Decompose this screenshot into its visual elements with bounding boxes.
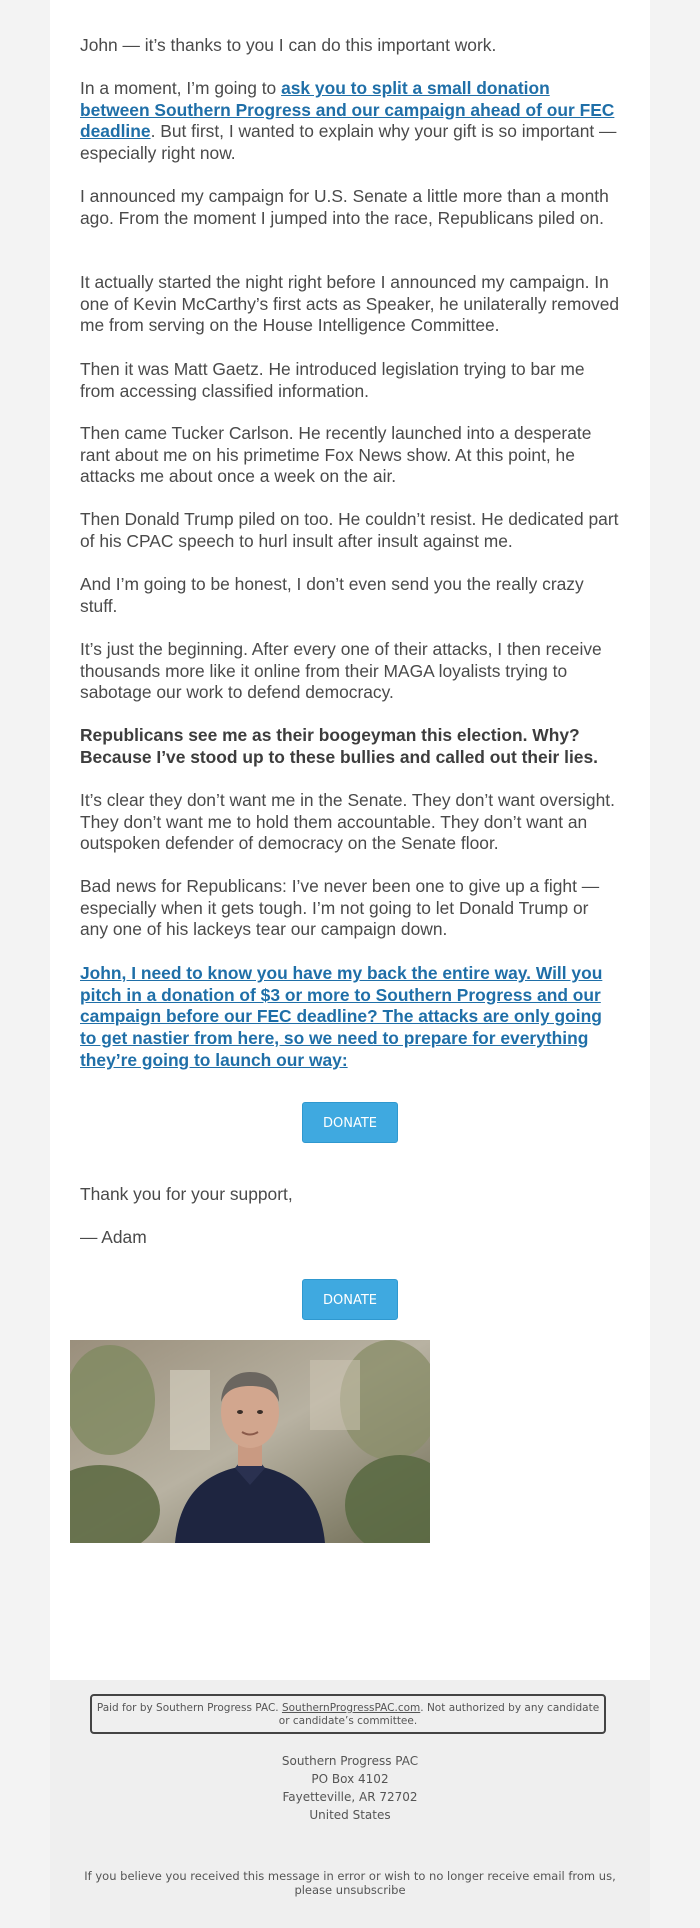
candidate-photo bbox=[70, 1340, 430, 1543]
disclaimer-text-post: . Not authorized by any candidate or candidate’s committee. bbox=[278, 1702, 600, 1727]
intro-text-pre: In a moment, I’m going to bbox=[80, 78, 282, 98]
address-city: Fayetteville, AR 72702 bbox=[282, 1790, 418, 1804]
donation-link[interactable]: ask you to split a small donation between Southern Progress and our campaign ahead of our FEC deadline bbox=[80, 78, 615, 142]
thanks-line: Thank you for your support, bbox=[80, 1184, 293, 1204]
paragraph-trump: Then Donald Trump piled on too. He couldn’t resist. He dedicated part of his CPAC speech to hurl insult after insult against me. bbox=[80, 509, 619, 551]
address-country: United States bbox=[309, 1808, 391, 1822]
pac-website-link[interactable]: SouthernProgressPAC.com bbox=[281, 1702, 421, 1714]
donation-ask-link[interactable]: John, I need to know you have my back the entire way. Will you pitch in a donation of $3 or more to Southern Progress and our campaign before our FEC deadline? The attacks are only going to get nastier from here, so we need to prepare for everything they’re going to launch our way: bbox=[80, 963, 603, 1070]
unsubscribe-notice[interactable]: If you believe you received this message in error or wish to no longer receive email from us, please unsubscribe bbox=[84, 1869, 616, 1897]
paragraph-carlson: Then came Tucker Carlson. He recently launched into a desperate rant about me on his primetime Fox News show. At this point, he attacks me about once a week on the air. bbox=[80, 423, 592, 487]
paragraph-fight: Bad news for Republicans: I’ve never been one to give up a fight — especially when it gets tough. I’m not going to let Donald Trump or any one of his lackeys tear our campaign down. bbox=[80, 876, 600, 940]
paid-for-disclaimer bbox=[90, 1694, 606, 1734]
paragraph-mccarthy: It actually started the night right before I announced my campaign. In one of Kevin McCarthy’s first acts as Speaker, he unilaterally removed me from serving on the House Intelligence Committee. bbox=[80, 272, 620, 336]
donate-button-secondary[interactable]: DONATE bbox=[302, 1279, 398, 1320]
address-po-box: PO Box 4102 bbox=[311, 1772, 389, 1786]
paragraph-beginning: It’s just the beginning. After every one of their attacks, I then receive thousands more like it online from their MAGA loyalists trying to sabotage our work to defend democracy. bbox=[80, 639, 602, 703]
paragraph-gaetz: Then it was Matt Gaetz. He introduced legislation trying to bar me from accessing classified information. bbox=[80, 359, 585, 401]
footer bbox=[50, 1680, 650, 1928]
paragraph-campaign: I announced my campaign for U.S. Senate a little more than a month ago. From the moment I jumped into the race, Republicans piled on. bbox=[80, 186, 609, 228]
mailing-address bbox=[50, 1752, 650, 1824]
greeting: John — it’s thanks to you I can do this important work. bbox=[80, 35, 497, 55]
address-org: Southern Progress PAC bbox=[281, 1754, 419, 1768]
intro-paragraph bbox=[80, 78, 620, 165]
ask-paragraph bbox=[80, 963, 620, 1072]
paragraph-boogeyman: Republicans see me as their boogeyman this election. Why? Because I’ve stood up to these bullies and called out their lies. bbox=[80, 725, 598, 767]
paragraph-honest: And I’m going to be honest, I don’t even send you the really crazy stuff. bbox=[80, 574, 584, 616]
signoff: — Adam bbox=[80, 1227, 147, 1247]
intro-text-post: . But first, I wanted to explain why your gift is so important — especially right now. bbox=[80, 121, 617, 164]
paragraph-senate: It’s clear they don’t want me in the Senate. They don’t want oversight. They don’t want me to hold them accountable. They don’t want an outspoken defender of democracy on the Senate floor. bbox=[80, 790, 615, 854]
disclaimer-text-pre: Paid for by Southern Progress PAC. bbox=[96, 1702, 282, 1714]
donate-button[interactable]: DONATE bbox=[302, 1102, 398, 1143]
